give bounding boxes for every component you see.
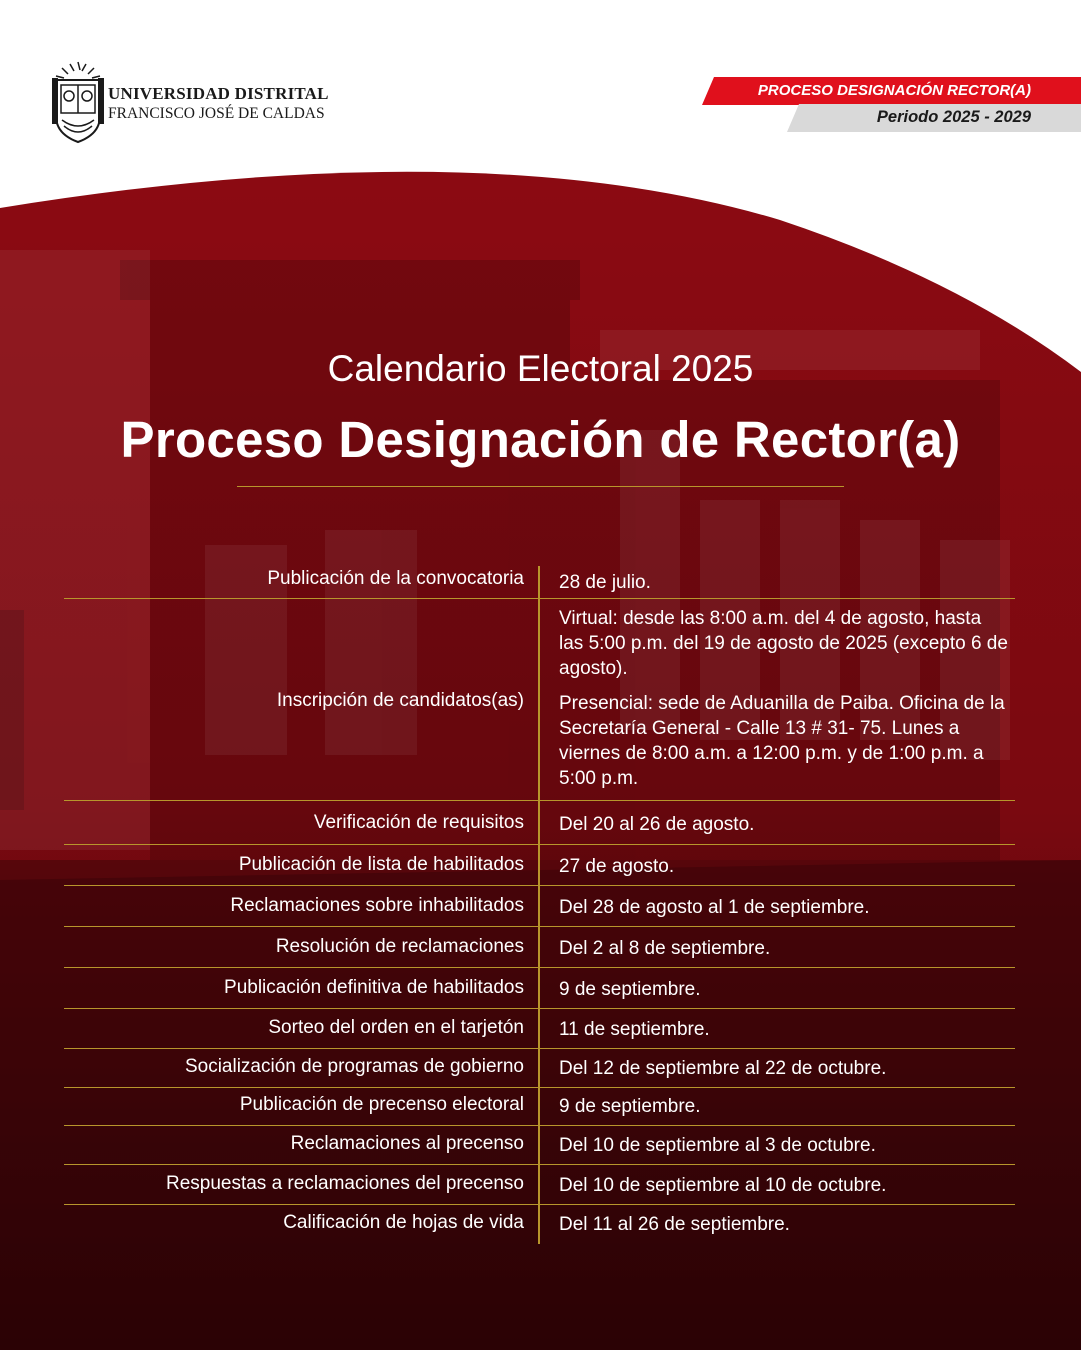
row-label: Publicación de precenso electoral <box>239 1094 524 1115</box>
period-badge-text: Periodo 2025 - 2029 <box>876 108 1031 126</box>
title-divider <box>237 486 844 487</box>
row-value: 27 de agosto. <box>559 856 675 877</box>
column-divider <box>538 566 540 1244</box>
row-value: 9 de septiembre. <box>559 979 701 1000</box>
university-logo[interactable] <box>50 58 350 148</box>
row-value <box>559 606 1009 791</box>
row-divider <box>64 844 1015 845</box>
row-divider <box>64 1048 1015 1049</box>
row-value: Del 12 de septiembre al 22 de octubre. <box>559 1058 887 1079</box>
row-value: Del 28 de agosto al 1 de septiembre. <box>559 897 870 918</box>
row-label: Publicación de la convocatoria <box>267 568 524 589</box>
row-divider <box>64 926 1015 927</box>
row-value: Del 10 de septiembre al 10 de octubre. <box>559 1175 887 1196</box>
row-divider <box>64 598 1015 599</box>
row-divider <box>64 800 1015 801</box>
row-label: Reclamaciones sobre inhabilitados <box>230 895 524 916</box>
university-name-line2: FRANCISCO JOSÉ DE CALDAS <box>108 105 325 122</box>
row-label: Publicación de lista de habilitados <box>238 854 524 875</box>
row-value: 11 de septiembre. <box>559 1019 710 1040</box>
row-label: Publicación definitiva de habilitados <box>224 977 524 998</box>
row-divider <box>64 1164 1015 1165</box>
row-label: Inscripción de candidatos(as) <box>276 690 524 711</box>
page-subtitle: Calendario Electoral 2025 <box>327 348 754 389</box>
row-value: Del 2 al 8 de septiembre. <box>559 938 771 959</box>
row-label: Calificación de hojas de vida <box>283 1212 524 1233</box>
row-value: 9 de septiembre. <box>559 1096 701 1117</box>
university-crest-icon <box>50 58 106 144</box>
row-value: Del 10 de septiembre al 3 de octubre. <box>559 1135 876 1156</box>
row-divider <box>64 1204 1015 1205</box>
process-badge <box>702 77 1081 105</box>
row-label: Reclamaciones al precenso <box>290 1133 524 1154</box>
row-value: 28 de julio. <box>559 572 651 593</box>
row-divider <box>64 967 1015 968</box>
page-title: Proceso Designación de Rector(a) <box>120 411 961 468</box>
row-label: Sorteo del orden en el tarjetón <box>268 1017 524 1038</box>
row-value-virtual: Virtual: desde las 8:00 a.m. del 4 de agosto, hasta las 5:00 p.m. del 19 de agosto de 2025 (excepto 6 de agosto). <box>559 608 1008 679</box>
row-divider <box>64 885 1015 886</box>
row-value: Del 11 al 26 de septiembre. <box>559 1214 790 1235</box>
row-label: Respuestas a reclamaciones del precenso <box>165 1173 524 1194</box>
process-badge-text: PROCESO DESIGNACIÓN RECTOR(A) <box>757 82 1031 99</box>
row-value: Del 20 al 26 de agosto. <box>559 814 755 835</box>
period-badge <box>787 104 1081 132</box>
row-divider <box>64 1087 1015 1088</box>
university-name-line1: UNIVERSIDAD DISTRITAL <box>108 84 329 103</box>
row-divider <box>64 1008 1015 1009</box>
row-label: Resolución de reclamaciones <box>275 936 524 957</box>
row-label: Socialización de programas de gobierno <box>184 1056 524 1077</box>
row-label: Verificación de requisitos <box>313 812 524 833</box>
row-divider <box>64 1125 1015 1126</box>
row-value-presencial: Presencial: sede de Aduanilla de Paiba. Oficina de la Secretaría General - Calle 13 # 31- 75. Lunes a viernes de 8:00 a.m. a 12:00 p.m. y de 1:00 p.m. a 5:00 p.m. <box>559 693 1005 789</box>
